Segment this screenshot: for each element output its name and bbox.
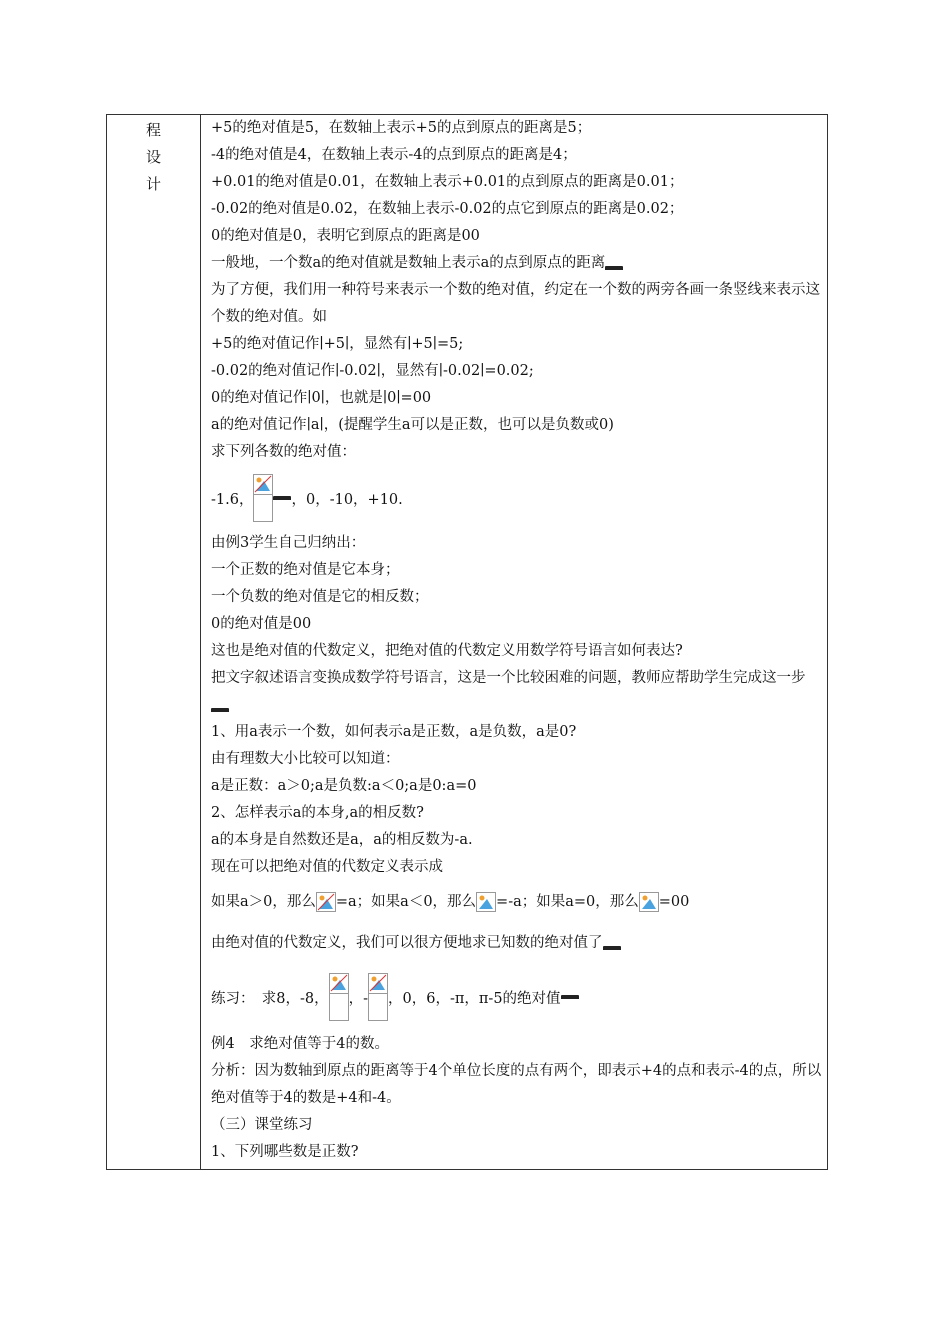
section-label-char: 设 [145, 148, 161, 166]
text-line: 由例3学生自己归纳出： [211, 535, 366, 551]
anchor-mark-icon [211, 708, 229, 712]
formula-image-icon [316, 892, 336, 912]
text-line: +0.01的绝对值是0.01，在数轴上表示+0.01的点到原点的距离是0.01； [211, 174, 684, 190]
text-line [211, 963, 823, 1031]
text-line: 2、怎样表示a的本身,a的相反数? [211, 805, 424, 821]
text-line: -0.02的绝对值是0.02，在数轴上表示-0.02的点它到原点的距离是0.02； [211, 201, 684, 217]
text-span: ，- [348, 990, 369, 1007]
text-line: 1、下列哪些数是正数? [211, 1144, 359, 1160]
column-divider [200, 115, 201, 1169]
text-line [211, 665, 823, 719]
formula-image-icon [639, 892, 659, 912]
text-line: 由有理数大小比较可以知道： [211, 751, 400, 767]
text-span: =-a；如果a=0，那么 [496, 894, 639, 910]
text-line [211, 250, 823, 277]
text-line: 0的绝对值是00 [211, 616, 312, 632]
text-line: -0.02的绝对值记作∣-0.02∣，显然有∣-0.02∣=0.02; [211, 363, 534, 379]
text-line: 0的绝对值记作∣0∣，也就是∣0∣=00 [211, 390, 432, 406]
anchor-mark-icon [273, 496, 291, 500]
section-label-char: 计 [145, 175, 161, 193]
text-span: 一般地，一个数a的绝对值就是数轴上表示a的点到原点的距离 [211, 255, 606, 271]
text-line: 一个负数的绝对值是它的相反数； [211, 589, 429, 605]
text-line: a的本身是自然数还是a，a的相反数为-a. [211, 832, 473, 848]
text-line: 求下列各数的绝对值： [211, 444, 356, 460]
lesson-table [106, 114, 828, 1170]
text-line: 例4 求绝对值等于4的数。 [211, 1036, 389, 1052]
text-line: 为了方便，我们用一种符号来表示一个数的绝对值，约定在一个数的两旁各画一条竖线来表示这个数的绝对值。如 [211, 282, 820, 325]
text-line [211, 881, 823, 923]
text-line: a是正数：a＞0;a是负数:a＜0;a是0:a=0 [211, 778, 477, 794]
text-line: +5的绝对值记作∣+5∣，显然有∣+5∣=5; [211, 336, 464, 352]
text-span: -1.6， [211, 491, 254, 508]
text-line: 现在可以把绝对值的代数定义表示成 [211, 859, 443, 875]
anchor-mark-icon [603, 946, 621, 950]
text-line: 1、用a表示一个数，如何表示a是正数，a是负数，a是0? [211, 724, 577, 740]
lesson-content [211, 115, 823, 1166]
text-line [211, 923, 823, 963]
text-line: a的绝对值记作∣a∣，(提醒学生a可以是正数，也可以是负数或0) [211, 417, 614, 433]
text-span: 练习： 求8，-8， [211, 990, 329, 1007]
text-line: -4的绝对值是4，在数轴上表示-4的点到原点的距离是4； [211, 147, 577, 163]
formula-image-icon [253, 474, 273, 522]
anchor-mark-icon [605, 266, 623, 270]
text-line: （三）课堂练习 [211, 1117, 313, 1133]
text-span: ，0，-10，+10. [291, 491, 403, 508]
text-line: 这也是绝对值的代数定义，把绝对值的代数定义用数学符号语言如何表达? [211, 643, 683, 659]
text-span: 由绝对值的代数定义，我们可以很方便地求已知数的绝对值了 [211, 935, 603, 951]
text-span: =a；如果a＜0，那么 [335, 894, 477, 910]
text-span: 把文字叙述语言变换成数学符号语言，这是一个比较困难的问题，教师应帮助学生完成这一步 [211, 670, 806, 686]
formula-image-icon [329, 973, 349, 1021]
text-line: 0的绝对值是0，表明它到原点的距离是00 [211, 228, 480, 244]
text-span: =00 [658, 894, 690, 910]
formula-image-icon [476, 892, 496, 912]
text-line: +5的绝对值是5，在数轴上表示+5的点到原点的距离是5； [211, 120, 592, 136]
anchor-mark-icon [561, 995, 579, 999]
section-label [107, 117, 200, 198]
text-span: ，0，6，-π，π-5的绝对值 [388, 990, 561, 1007]
text-line: 分析：因为数轴到原点的距离等于4个单位长度的点有两个，即表示+4的点和表示-4的点，所以绝对值等于4的数是+4和-4。 [211, 1063, 822, 1106]
text-line [211, 466, 823, 530]
formula-image-icon [368, 973, 388, 1021]
text-span: 如果a＞0，那么 [211, 894, 316, 910]
text-line: 一个正数的绝对值是它本身； [211, 562, 400, 578]
section-label-char: 程 [145, 121, 161, 139]
